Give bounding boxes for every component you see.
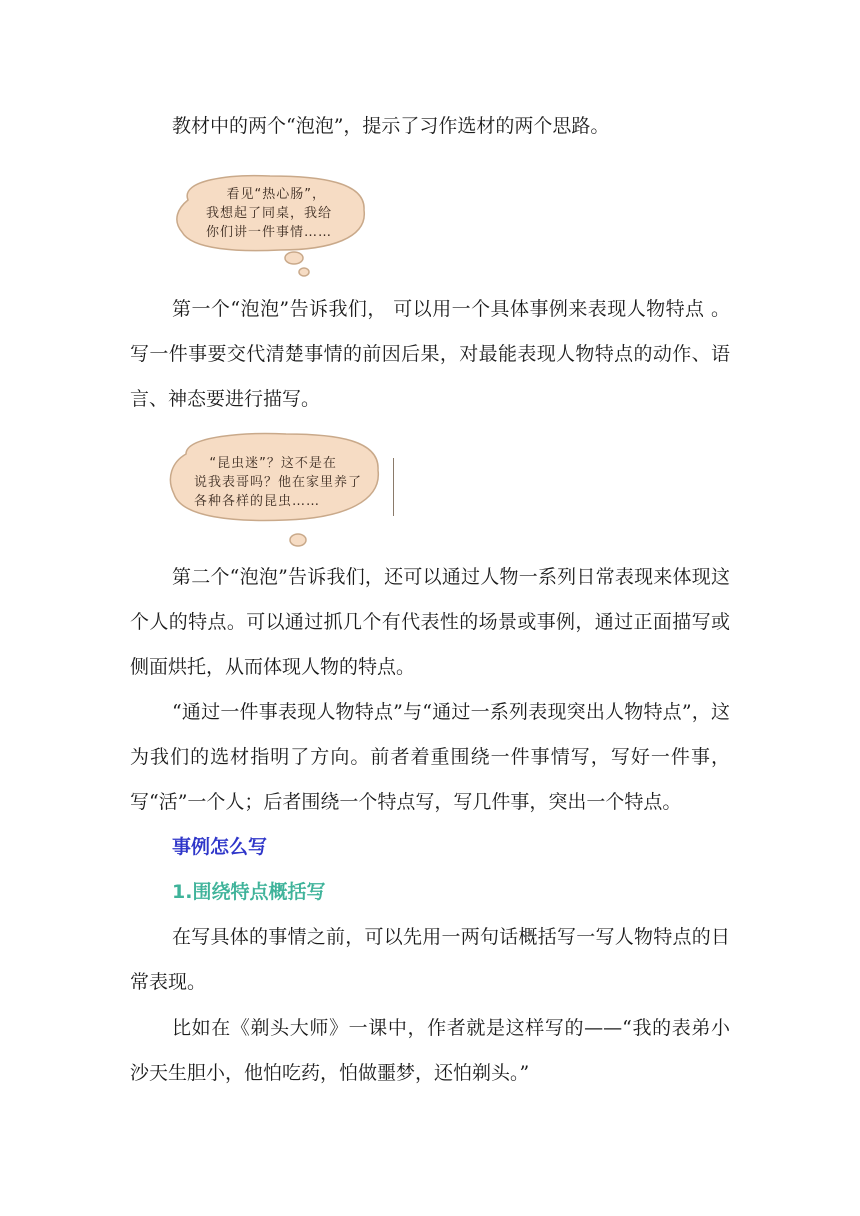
paragraph-second-bubble: 第二个“泡泡”告诉我们，还可以通过人物一系列日常表现来体现这个人的特点。可以通过抓几个有代表性的场景或事例，通过正面描写或侧面烘托，从而体现人物的特点。 bbox=[130, 566, 730, 678]
speech-bubble-2-line-1: “昆虫迷”？这不是在 bbox=[194, 456, 337, 471]
speech-bubble-2-line-2: 说我表哥吗？他在家里养了 bbox=[194, 475, 363, 490]
speech-bubble-1-line-2: 我想起了同桌，我给 bbox=[206, 206, 333, 221]
paragraph-summarize: 在写具体的事情之前，可以先用一两句话概括写一写人物特点的日常表现。 bbox=[130, 926, 730, 993]
speech-bubble-2 bbox=[166, 428, 386, 552]
paragraph-example: 比如在《剃头大师》一课中，作者就是这样写的——“我的表弟小沙天生胆小，他怕吃药，怕做噩梦，还怕剃头。” bbox=[130, 1017, 730, 1084]
speech-bubble-1-line-1: 看见“热心肠”， bbox=[206, 187, 326, 202]
paragraph-summary: “通过一件事表现人物特点”与“通过一系列表现突出人物特点”，这为我们的选材指明了方向。前者着重围绕一件事情写，写好一件事，写“活”一个人；后者围绕一个特点写，写几件事，突出一个特点。 bbox=[130, 701, 730, 813]
image-edge-line bbox=[393, 458, 394, 516]
speech-bubble-1 bbox=[170, 170, 370, 280]
paragraph-first-bubble: 第一个“泡泡”告诉我们， 可以用一个具体事例来表现人物特点 。写一件事要交代清楚事情的前因后果，对最能表现人物特点的动作、语言、神态要进行描写。 bbox=[130, 298, 730, 410]
speech-bubble-2-line-3: 各种各样的昆虫…… bbox=[194, 494, 321, 509]
subheading-1: 1.围绕特点概括写 bbox=[172, 881, 326, 903]
speech-bubble-1-line-3: 你们讲一件事情…… bbox=[206, 225, 333, 240]
paragraph-intro: 教材中的两个“泡泡”，提示了习作选材的两个思路。 bbox=[172, 115, 610, 137]
section-heading: 事例怎么写 bbox=[172, 836, 268, 858]
